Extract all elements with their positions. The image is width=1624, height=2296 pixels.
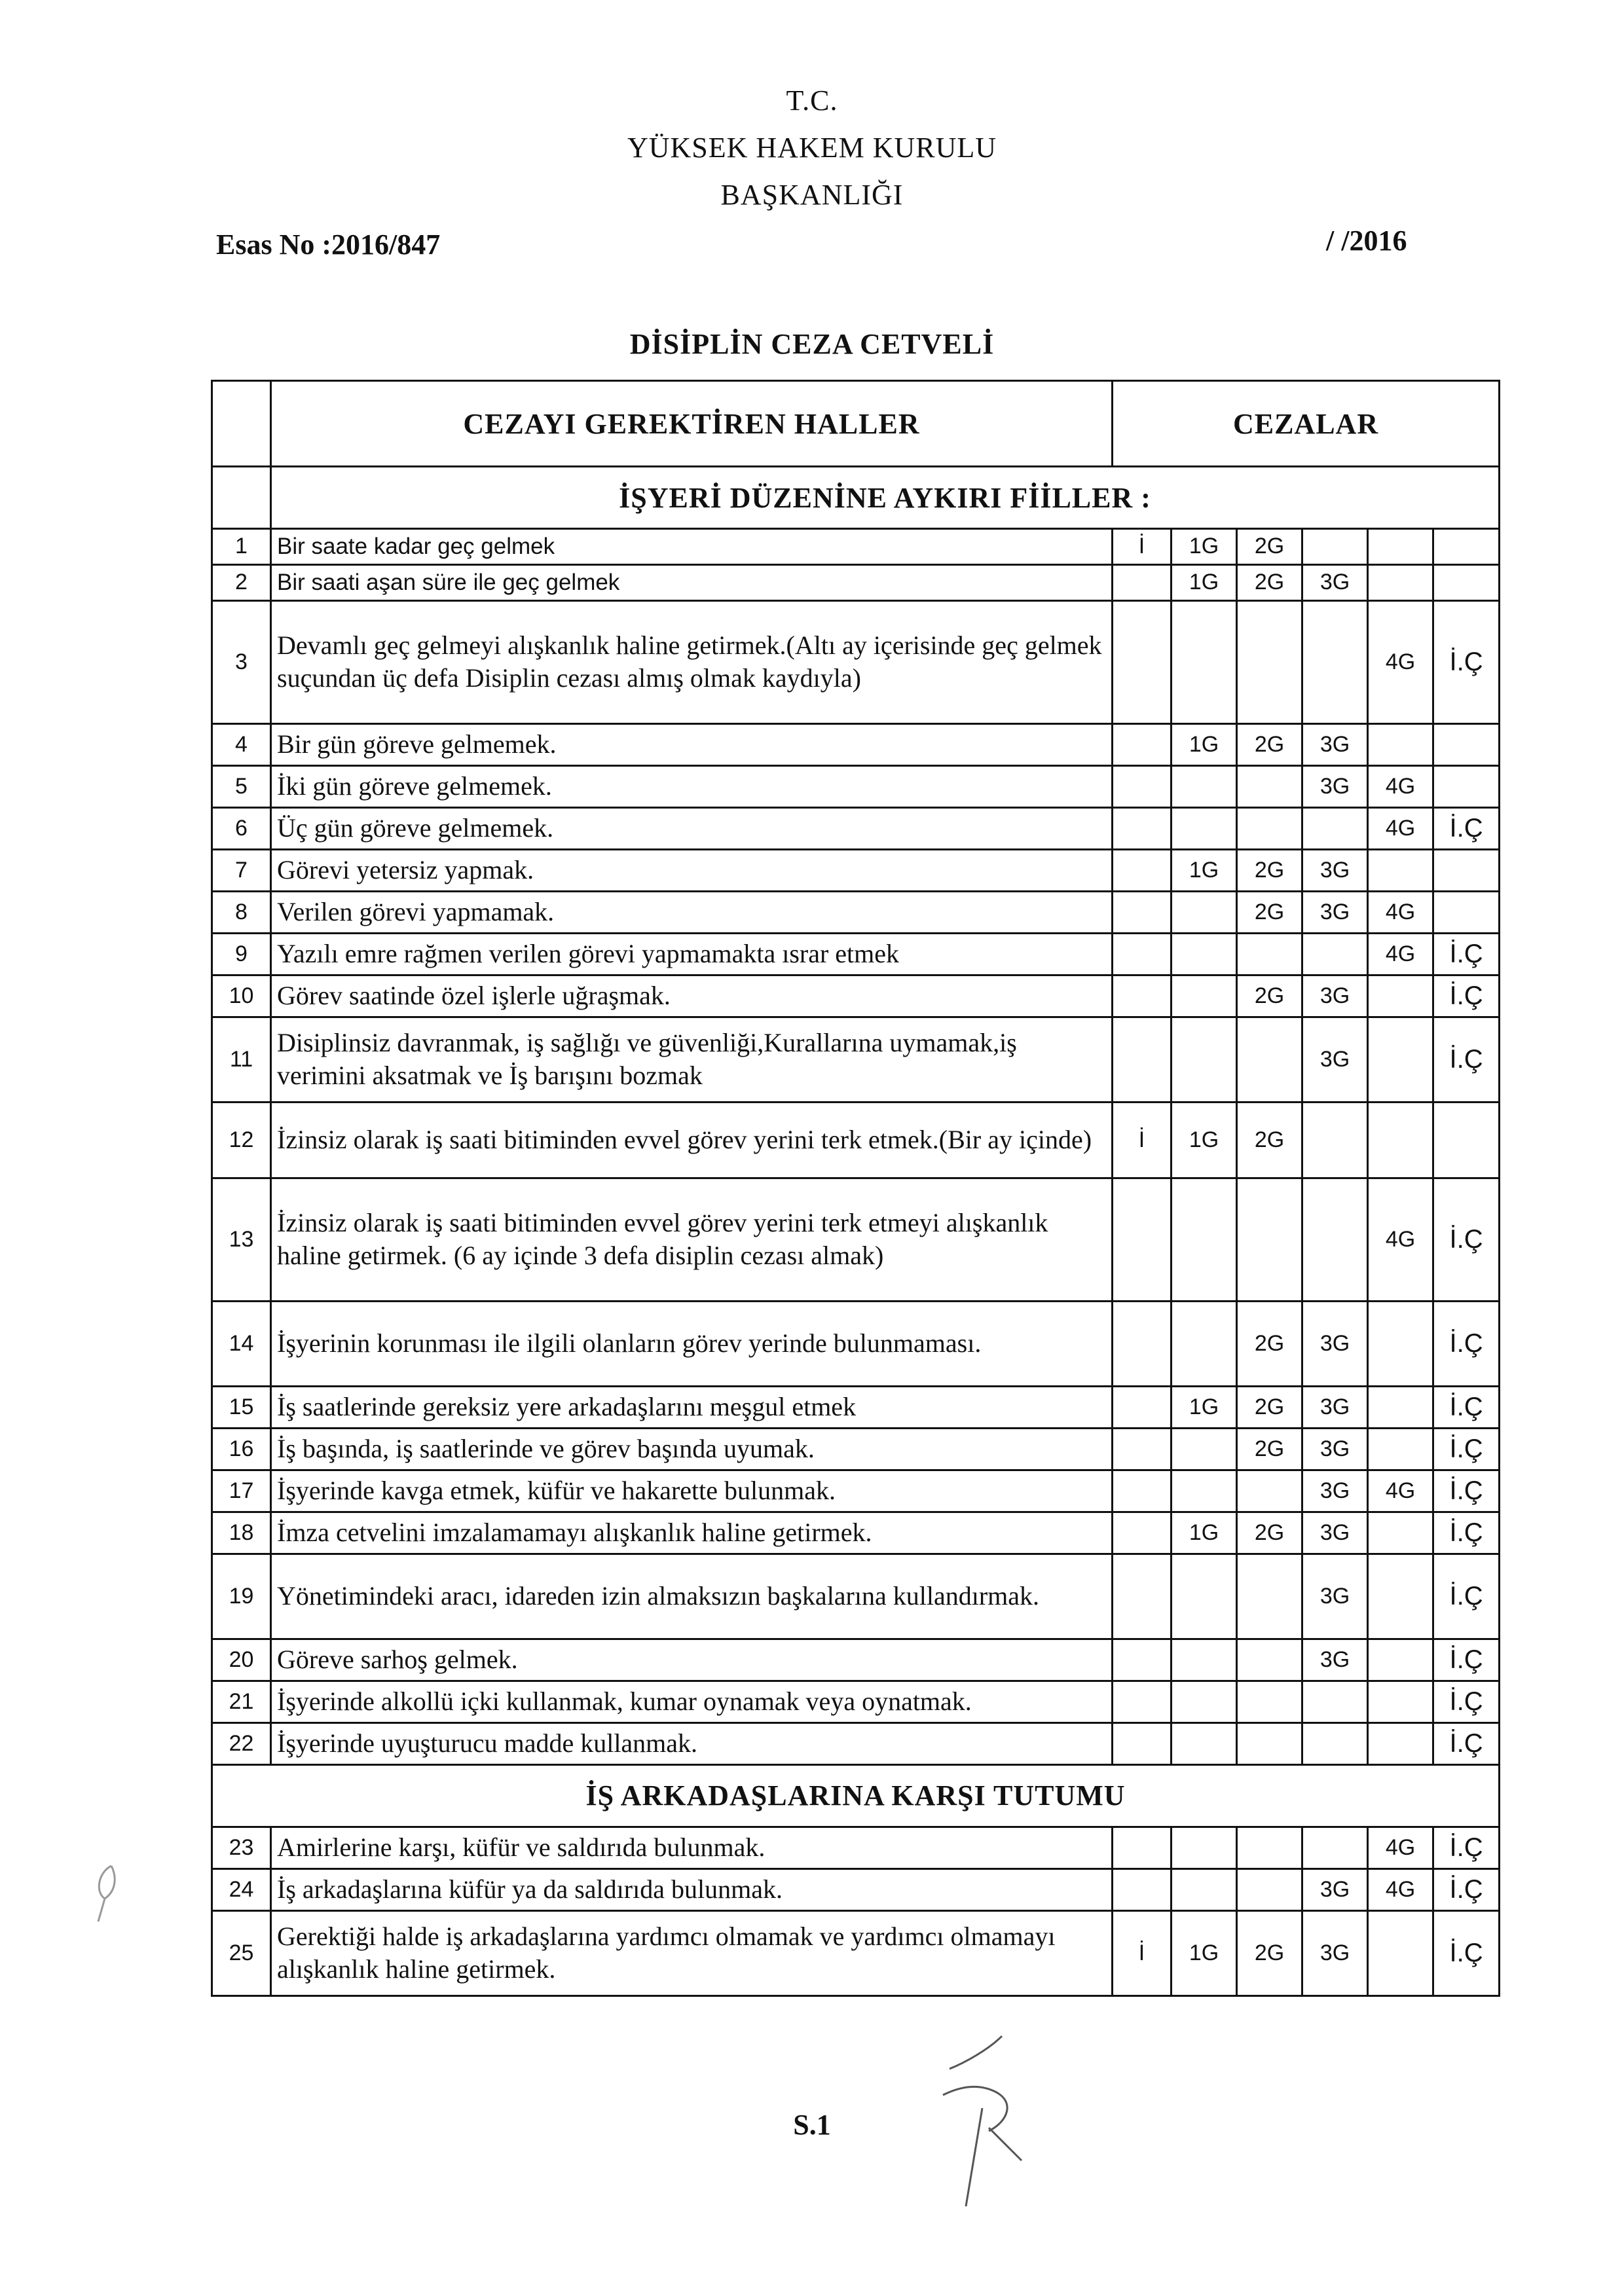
penalty-cell — [1302, 1178, 1368, 1301]
row-number: 11 — [212, 1017, 271, 1102]
row-description: İzinsiz olarak iş saati bitiminden evvel görev yerini terk etmek.(Bir ay içinde) — [271, 1102, 1113, 1178]
table-row — [212, 849, 1500, 891]
penalty-cell — [1433, 891, 1500, 933]
penalty-cell — [1172, 891, 1237, 933]
penalty-cell: 3G — [1302, 1554, 1368, 1639]
header-cases: CEZAYI GEREKTİREN HALLER — [271, 381, 1113, 467]
penalty-cell: 4G — [1368, 891, 1433, 933]
penalty-cell — [1368, 1722, 1433, 1764]
penalty-cell — [1368, 723, 1433, 765]
esas-number: Esas No :2016/847 — [216, 228, 441, 261]
penalty-cell — [1368, 1554, 1433, 1639]
penalty-cell: 3G — [1302, 1301, 1368, 1386]
penalty-cell: İ — [1113, 529, 1172, 565]
penalty-cell — [1433, 765, 1500, 807]
penalty-cell — [1368, 1681, 1433, 1722]
section-title-colleagues: İŞ ARKADAŞLARINA KARŞI TUTUMU — [212, 1764, 1500, 1827]
penalty-cell — [1172, 933, 1237, 975]
penalty-cell — [1237, 765, 1302, 807]
penalty-cell — [1113, 564, 1172, 600]
table-row — [212, 1102, 1500, 1178]
row-description: Görev saatinde özel işlerle uğraşmak. — [271, 975, 1113, 1017]
penalty-cell — [1172, 1301, 1237, 1386]
penalty-cell — [1113, 1178, 1172, 1301]
penalty-cell: 3G — [1302, 1868, 1368, 1910]
header-penalties: CEZALAR — [1113, 381, 1500, 467]
penalty-cell: 1G — [1172, 1910, 1237, 1995]
penalty-cell: İ.Ç — [1433, 1512, 1500, 1554]
table-row — [212, 1868, 1500, 1910]
penalty-cell — [1113, 933, 1172, 975]
penalty-cell — [1172, 1827, 1237, 1868]
penalty-cell: 3G — [1302, 891, 1368, 933]
penalty-cell: İ.Ç — [1433, 1178, 1500, 1301]
row-description: İşyerinin korunması ile ilgili olanların görev yerinde bulunmaması. — [271, 1301, 1113, 1386]
table-row — [212, 564, 1500, 600]
penalty-cell — [1113, 1386, 1172, 1428]
penalty-cell — [1172, 1470, 1237, 1512]
penalty-cell: 1G — [1172, 1102, 1237, 1178]
row-number: 5 — [212, 765, 271, 807]
table-header-row — [212, 381, 1500, 467]
penalty-cell: 1G — [1172, 1386, 1237, 1428]
table-row — [212, 1301, 1500, 1386]
row-description: Disiplinsiz davranmak, iş sağlığı ve güvenliği,Kurallarına uymamak,iş verimini aksatmak ve İş barışını bozmak — [271, 1017, 1113, 1102]
penalty-cell: 2G — [1237, 1910, 1302, 1995]
penalty-cell: İ.Ç — [1433, 1910, 1500, 1995]
penalty-cell: 2G — [1237, 1301, 1302, 1386]
row-number: 9 — [212, 933, 271, 975]
penalty-cell — [1433, 564, 1500, 600]
penalty-cell — [1113, 1868, 1172, 1910]
penalty-cell: İ.Ç — [1433, 933, 1500, 975]
penalty-cell: İ.Ç — [1433, 1428, 1500, 1470]
page-number: S.1 — [793, 2109, 831, 2141]
penalty-cell — [1172, 1639, 1237, 1681]
table-row — [212, 765, 1500, 807]
section-title-workplace: İŞYERİ DÜZENİNE AYKIRI FİİLLER : — [271, 467, 1500, 529]
penalty-cell — [1113, 1681, 1172, 1722]
penalty-cell — [1302, 600, 1368, 723]
row-description: Bir gün göreve gelmemek. — [271, 723, 1113, 765]
penalty-cell: 3G — [1302, 1386, 1368, 1428]
penalty-cell — [1368, 1102, 1433, 1178]
penalty-cell — [1368, 1512, 1433, 1554]
penalty-cell — [1237, 933, 1302, 975]
row-number: 18 — [212, 1512, 271, 1554]
penalty-cell — [1113, 765, 1172, 807]
penalty-cell — [1172, 765, 1237, 807]
penalty-cell — [1368, 1301, 1433, 1386]
penalty-cell — [1172, 1681, 1237, 1722]
penalty-cell: 4G — [1368, 933, 1433, 975]
table-row — [212, 1639, 1500, 1681]
penalty-cell: 3G — [1302, 849, 1368, 891]
penalty-cell: İ.Ç — [1433, 1639, 1500, 1681]
penalty-cell: 4G — [1368, 600, 1433, 723]
row-description: İşyerinde kavga etmek, küfür ve hakarette bulunmak. — [271, 1470, 1113, 1512]
row-number: 3 — [212, 600, 271, 723]
penalty-cell — [1368, 1639, 1433, 1681]
penalty-cell — [1113, 975, 1172, 1017]
penalty-cell — [1302, 1827, 1368, 1868]
penalty-cell: İ.Ç — [1433, 1301, 1500, 1386]
penalty-cell — [1302, 1681, 1368, 1722]
penalty-cell — [1172, 975, 1237, 1017]
penalty-cell — [1237, 1178, 1302, 1301]
row-number: 20 — [212, 1639, 271, 1681]
penalty-cell: 3G — [1302, 723, 1368, 765]
row-number: 7 — [212, 849, 271, 891]
section-row-workplace — [212, 467, 1500, 529]
penalty-cell — [1433, 723, 1500, 765]
row-number: 16 — [212, 1428, 271, 1470]
table-row — [212, 1017, 1500, 1102]
row-description: İşyerinde alkollü içki kullanmak, kumar oynamak veya oynatmak. — [271, 1681, 1113, 1722]
penalty-cell — [1113, 723, 1172, 765]
section-number-cell — [212, 467, 271, 529]
penalty-cell — [1368, 529, 1433, 565]
penalty-cell: 1G — [1172, 849, 1237, 891]
table-row — [212, 600, 1500, 723]
penalty-cell — [1433, 1102, 1500, 1178]
penalty-cell: 1G — [1172, 529, 1237, 565]
penalty-cell: 2G — [1237, 564, 1302, 600]
penalty-cell — [1368, 1428, 1433, 1470]
penalty-cell: İ.Ç — [1433, 600, 1500, 723]
row-number: 1 — [212, 529, 271, 565]
penalty-cell — [1113, 1470, 1172, 1512]
penalty-cell — [1302, 529, 1368, 565]
table-row — [212, 1178, 1500, 1301]
penalty-cell: İ.Ç — [1433, 1868, 1500, 1910]
penalty-cell — [1172, 807, 1237, 849]
table-row — [212, 1470, 1500, 1512]
penalty-cell — [1113, 600, 1172, 723]
handwritten-signature-icon — [904, 2023, 1061, 2213]
penalty-cell — [1113, 1301, 1172, 1386]
row-number: 2 — [212, 564, 271, 600]
penalty-cell — [1113, 1827, 1172, 1868]
row-number: 22 — [212, 1722, 271, 1764]
penalty-cell: İ.Ç — [1433, 807, 1500, 849]
table-row — [212, 1910, 1500, 1995]
row-description: Verilen görevi yapmamak. — [271, 891, 1113, 933]
row-number: 23 — [212, 1827, 271, 1868]
penalty-cell — [1368, 1386, 1433, 1428]
penalty-cell: İ.Ç — [1433, 1470, 1500, 1512]
section-row-colleagues — [212, 1764, 1500, 1827]
penalty-cell: 2G — [1237, 723, 1302, 765]
row-number: 25 — [212, 1910, 271, 1995]
row-number: 8 — [212, 891, 271, 933]
row-number: 10 — [212, 975, 271, 1017]
penalty-cell: İ — [1113, 1910, 1172, 1995]
table-row — [212, 933, 1500, 975]
row-description: Bir saate kadar geç gelmek — [271, 529, 1113, 565]
row-number: 19 — [212, 1554, 271, 1639]
row-number: 24 — [212, 1868, 271, 1910]
row-description: İşyerinde uyuşturucu madde kullanmak. — [271, 1722, 1113, 1764]
row-number: 17 — [212, 1470, 271, 1512]
penalty-cell — [1113, 1512, 1172, 1554]
penalty-cell — [1237, 1470, 1302, 1512]
penalty-cell: 4G — [1368, 1470, 1433, 1512]
penalty-cell — [1113, 849, 1172, 891]
penalty-cell: İ.Ç — [1433, 1554, 1500, 1639]
penalty-cell: 2G — [1237, 1102, 1302, 1178]
penalty-cell: 2G — [1237, 975, 1302, 1017]
penalty-cell: İ.Ç — [1433, 1827, 1500, 1868]
pen-mark-icon — [85, 1859, 131, 1925]
row-description: İş başında, iş saatlerinde ve görev başında uyumak. — [271, 1428, 1113, 1470]
row-description: Görevi yetersiz yapmak. — [271, 849, 1113, 891]
penalty-cell: 1G — [1172, 723, 1237, 765]
penalty-cell — [1302, 1722, 1368, 1764]
penalty-cell: 1G — [1172, 1512, 1237, 1554]
row-number: 6 — [212, 807, 271, 849]
row-description: Gerektiği halde iş arkadaşlarına yardımcı olmamak ve yardımcı olmamayı alışkanlık haline getirmek. — [271, 1910, 1113, 1995]
row-number: 15 — [212, 1386, 271, 1428]
penalty-cell — [1302, 807, 1368, 849]
penalty-cell — [1113, 1554, 1172, 1639]
penalty-cell — [1172, 1868, 1237, 1910]
row-description: İş saatlerinde gereksiz yere arkadaşlarını meşgul etmek — [271, 1386, 1113, 1428]
penalty-cell — [1172, 1017, 1237, 1102]
penalty-cell — [1302, 1102, 1368, 1178]
penalty-cell: 2G — [1237, 849, 1302, 891]
penalty-cell — [1433, 529, 1500, 565]
penalty-cell — [1172, 1722, 1237, 1764]
penalty-cell — [1113, 1428, 1172, 1470]
penalty-cell — [1237, 1017, 1302, 1102]
table-row — [212, 1722, 1500, 1764]
penalty-cell — [1237, 1827, 1302, 1868]
penalty-cell: 3G — [1302, 1512, 1368, 1554]
table-row — [212, 975, 1500, 1017]
table-row — [212, 891, 1500, 933]
penalty-cell — [1368, 849, 1433, 891]
row-description: Yönetimindeki aracı, idareden izin almaksızın başkalarına kullandırmak. — [271, 1554, 1113, 1639]
penalty-cell: 3G — [1302, 1910, 1368, 1995]
row-description: Üç gün göreve gelmemek. — [271, 807, 1113, 849]
header-number-cell — [212, 381, 271, 467]
penalty-cell — [1237, 1554, 1302, 1639]
row-description: Devamlı geç gelmeyi alışkanlık haline getirmek.(Altı ay içerisinde geç gelmek suçundan üç defa Disiplin cezası almış olmak kaydıyla) — [271, 600, 1113, 723]
penalty-cell — [1113, 807, 1172, 849]
header-institution: YÜKSEK HAKEM KURULU — [627, 132, 997, 164]
penalty-cell — [1237, 807, 1302, 849]
penalty-cell: İ.Ç — [1433, 1017, 1500, 1102]
penalty-cell: 4G — [1368, 1827, 1433, 1868]
penalty-cell: 2G — [1237, 529, 1302, 565]
penalty-cell: 1G — [1172, 564, 1237, 600]
penalty-cell — [1113, 1639, 1172, 1681]
row-description: Amirlerine karşı, küfür ve saldırıda bulunmak. — [271, 1827, 1113, 1868]
penalty-cell: 4G — [1368, 807, 1433, 849]
row-description: İzinsiz olarak iş saati bitiminden evvel görev yerini terk etmeyi alışkanlık haline getirmek. (6 ay içinde 3 defa disiplin cezası almak) — [271, 1178, 1113, 1301]
penalty-cell — [1368, 564, 1433, 600]
penalty-cell — [1368, 1910, 1433, 1995]
penalty-cell: 3G — [1302, 1470, 1368, 1512]
penalty-cell: 4G — [1368, 1178, 1433, 1301]
penalty-cell: 4G — [1368, 765, 1433, 807]
penalty-cell: İ — [1113, 1102, 1172, 1178]
penalty-cell: 4G — [1368, 1868, 1433, 1910]
row-number: 12 — [212, 1102, 271, 1178]
document-title: DİSİPLİN CEZA CETVELİ — [629, 328, 995, 360]
row-description: İmza cetvelini imzalamamayı alışkanlık haline getirmek. — [271, 1512, 1113, 1554]
row-description: Yazılı emre rağmen verilen görevi yapmamakta ısrar etmek — [271, 933, 1113, 975]
penalty-cell: 3G — [1302, 1639, 1368, 1681]
row-number: 13 — [212, 1178, 271, 1301]
penalty-cell: 3G — [1302, 975, 1368, 1017]
penalty-cell: İ.Ç — [1433, 1681, 1500, 1722]
table-row — [212, 1554, 1500, 1639]
penalty-cell: 3G — [1302, 1017, 1368, 1102]
penalty-cell: 2G — [1237, 1386, 1302, 1428]
penalty-cell — [1113, 1722, 1172, 1764]
penalty-cell — [1368, 975, 1433, 1017]
penalty-cell — [1172, 1428, 1237, 1470]
penalty-cell: İ.Ç — [1433, 1722, 1500, 1764]
penalty-cell — [1172, 1554, 1237, 1639]
header-presidency: BAŞKANLIĞI — [720, 179, 904, 211]
penalty-cell — [1237, 600, 1302, 723]
penalty-cell — [1237, 1722, 1302, 1764]
penalty-cell: İ.Ç — [1433, 975, 1500, 1017]
penalty-cell — [1433, 849, 1500, 891]
penalty-cell — [1113, 1017, 1172, 1102]
row-description: İki gün göreve gelmemek. — [271, 765, 1113, 807]
table-row — [212, 1681, 1500, 1722]
penalty-cell — [1113, 891, 1172, 933]
penalty-table — [211, 380, 1500, 1997]
penalty-cell: 3G — [1302, 564, 1368, 600]
penalty-cell: 2G — [1237, 891, 1302, 933]
penalty-cell — [1237, 1639, 1302, 1681]
penalty-cell — [1172, 600, 1237, 723]
penalty-cell: 3G — [1302, 1428, 1368, 1470]
penalty-cell: 3G — [1302, 765, 1368, 807]
table-row — [212, 529, 1500, 565]
table-row — [212, 1512, 1500, 1554]
row-number: 4 — [212, 723, 271, 765]
penalty-cell — [1237, 1868, 1302, 1910]
document-date: / /2016 — [1326, 225, 1407, 257]
penalty-cell — [1368, 1017, 1433, 1102]
table-row — [212, 1827, 1500, 1868]
row-description: İş arkadaşlarına küfür ya da saldırıda bulunmak. — [271, 1868, 1113, 1910]
penalty-cell — [1172, 1178, 1237, 1301]
row-number: 14 — [212, 1301, 271, 1386]
table-row — [212, 723, 1500, 765]
penalty-cell: 2G — [1237, 1512, 1302, 1554]
row-description: Bir saati aşan süre ile geç gelmek — [271, 564, 1113, 600]
penalty-cell — [1237, 1681, 1302, 1722]
row-description: Göreve sarhoş gelmek. — [271, 1639, 1113, 1681]
header-tc: T.C. — [786, 84, 838, 117]
table-row — [212, 1386, 1500, 1428]
penalty-cell: İ.Ç — [1433, 1386, 1500, 1428]
penalty-cell: 2G — [1237, 1428, 1302, 1470]
table-row — [212, 807, 1500, 849]
row-number: 21 — [212, 1681, 271, 1722]
table-row — [212, 1428, 1500, 1470]
penalty-cell — [1302, 933, 1368, 975]
